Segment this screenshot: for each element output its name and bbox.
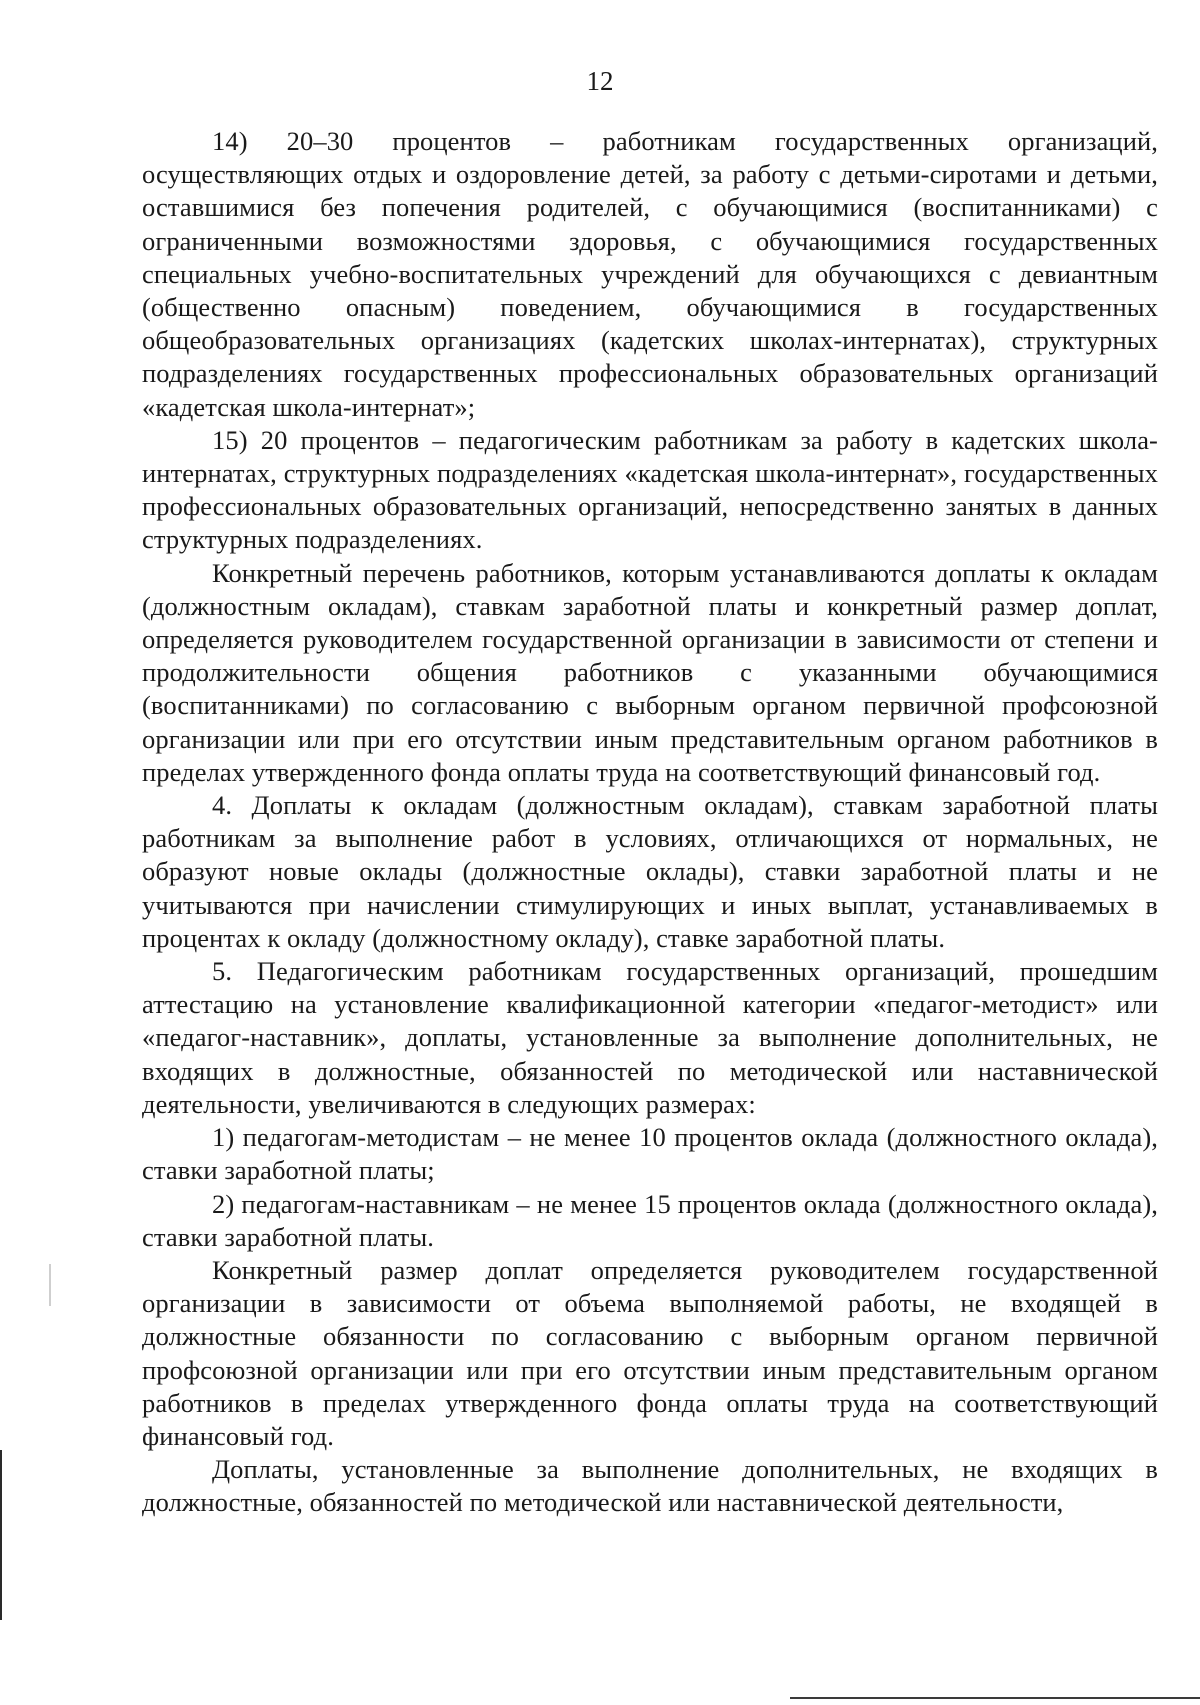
scan-edge-line [0, 1450, 2, 1620]
paragraph-continuation: Доплаты, установленные за выполнение дополнительных, не входящих в должностные, обязанностей по методической или наставнической деятельности, [142, 1454, 1158, 1518]
paragraph-clause-5: 5. Педагогическим работникам государственных организаций, прошедшим аттестацию на установление квалификационной категории «педагог-методист» или «педагог-наставник», доплаты, установленные за выполнение дополнительных, не входящих в должностные, обязанностей по методической или наставнической деятельности, увеличиваются в следующих размерах: [142, 956, 1158, 1119]
paragraph-item-14: 14) 20–30 процентов – работникам государственных организаций, осуществляющих отдых и оздоровление детей, за работу с детьми-сиротами и детьми, оставшимися без попечения родителей, с обучающимися (воспитанниками) с ограниченными возможностями здоровья, с обучающимися государственных специальных учебно-воспитательных учреждений для обучающихся с девиантным (общественно опасным) поведением, обучающимися в государственных общеобразовательных организациях (кадетских школах-интернатах), структурных подразделениях государственных профессиональных образовательных организаций «кадетская школа-интернат»; [142, 126, 1158, 422]
paragraph-clause-4: 4. Доплаты к окладам (должностным окладам), ставкам заработной платы работникам за выполнение работ в условиях, отличающихся от нормальных, не образуют новые оклады (должностные оклады), ставки заработной платы и не учитываются при начислении стимулирующих и иных выплат, устанавливаемых в процентах к окладу (должностному окладу), ставке заработной платы. [142, 790, 1158, 953]
document-body [142, 125, 1158, 1520]
paragraph-specific-size: Конкретный размер доплат определяется руководителем государственной организации в зависимости от объема выполняемой работы, не входящей в должностные обязанности по согласованию с выборным органом первичной профсоюзной организации или при его отсутствии иным представительным органом работников в пределах утвержденного фонда оплаты труда на соответствующий финансовый год. [142, 1254, 1158, 1451]
scan-artifact-mark [49, 1264, 51, 1306]
paragraph-subitem-2: 2) педагогам-наставникам – не менее 15 процентов оклада (должностного оклада), ставки заработной платы. [142, 1188, 1158, 1252]
paragraph-subitem-1: 1) педагогам-методистам – не менее 10 процентов оклада (должностного оклада), ставки заработной платы; [142, 1122, 1158, 1186]
paragraph-specific-list: Конкретный перечень работников, которым устанавливаются доплаты к окладам (должностным окладам), ставкам заработной платы и конкретный размер доплат, определяется руководителем государственной организации в зависимости от степени и продолжительности общения работников с указанными обучающимися (воспитанниками) по согласованию с выборным органом первичной профсоюзной организации или при его отсутствии иным представительным органом работников в пределах утвержденного фонда оплаты труда на соответствующий финансовый год. [142, 557, 1158, 787]
page-number: 12 [586, 66, 614, 96]
scan-bottom-line [790, 1697, 1200, 1699]
paragraph-item-15: 15) 20 процентов – педагогическим работникам за работу в кадетских школа-интернатах, структурных подразделениях «кадетская школа-интернат», государственных профессиональных образовательных организаций, непосредственно занятых в данных структурных подразделениях. [142, 424, 1158, 555]
